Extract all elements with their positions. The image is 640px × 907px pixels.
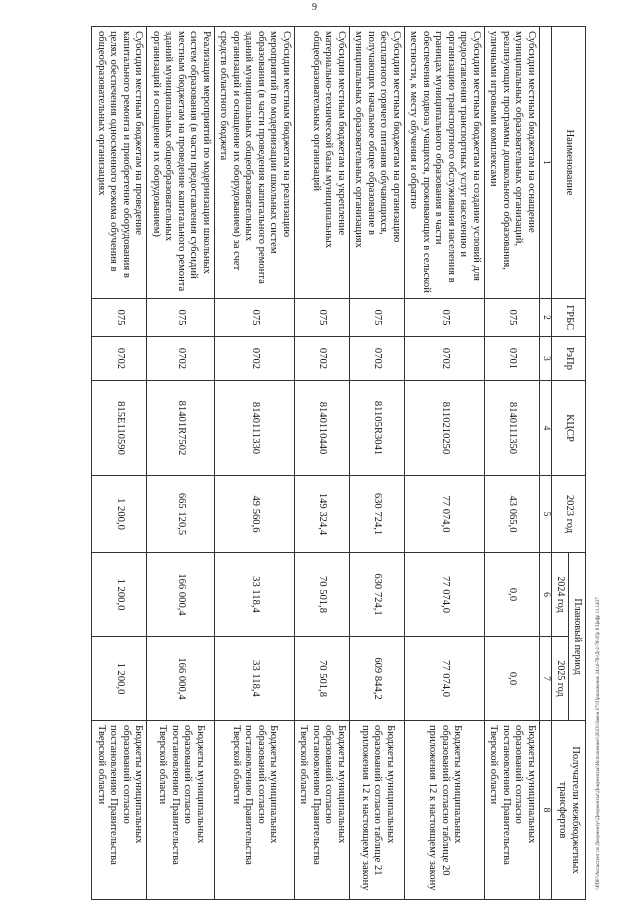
cell-rzpr: 0701	[484, 337, 539, 381]
cell-rzpr: 0702	[214, 337, 294, 381]
cell-grbs: 075	[484, 299, 539, 337]
cell-y2024: 1 200,0	[92, 553, 147, 637]
cell-name: Субсидии местным бюджетам на укрепление материально-технической базы муниципальных общеобразовательных организаций	[294, 27, 349, 299]
cell-name: Субсидии местным бюджетам на проведение капитального ремонта и приобретение оборудования в целях обеспечения односменного режима обучения в общеобразовательных организациях	[92, 27, 147, 299]
cell-grbs: 075	[349, 299, 404, 337]
cell-grbs: 075	[92, 299, 147, 337]
cell-rzpr: 0702	[147, 337, 215, 381]
cell-y2023: 49 560,6	[214, 476, 294, 553]
cell-y2025: 77 074,0	[404, 637, 484, 721]
table-row	[349, 27, 404, 900]
cell-rzpr: 0702	[294, 337, 349, 381]
cell-grbs: 075	[214, 299, 294, 337]
cell-ktsr: 81105R3041	[349, 381, 404, 476]
cell-name: Реализация мероприятий по модернизации школьных систем образования (в части предоставления субсидий местным бюджетам на проведение капитального ремонта зданий муниципальных общеобразовательных организаций и оснащение их оборудованием)	[147, 27, 215, 299]
cell-recipients: Бюджеты муниципальных образований согласно постановлению Правительства Тверской области	[147, 721, 215, 900]
table-row	[404, 27, 484, 900]
header-ktsr: КЦСР	[552, 381, 586, 476]
cell-ktsr: 8140110440	[294, 381, 349, 476]
cell-ktsr: 8140111330	[214, 381, 294, 476]
index-cell: 1	[539, 27, 551, 299]
page-number: 9	[312, 2, 317, 13]
transfers-table	[91, 26, 586, 900]
cell-y2025: 609 844,2	[349, 637, 404, 721]
cell-y2023: 1 200,0	[92, 476, 147, 553]
table-row	[214, 27, 294, 900]
cell-rzpr: 0702	[92, 337, 147, 381]
header-2023: 2023 год	[552, 476, 586, 553]
cell-name: Субсидии местным бюджетам на создание условий для предоставления транспортных услуг населению и организацию транспортного обслуживания населения в границах муниципального образования в части обеспечения подвоза учащихся, проживающих в сельской местности, к месту обучения и обратно	[404, 27, 484, 299]
cell-grbs: 075	[294, 299, 349, 337]
cell-recipients: Бюджеты муниципальных образований согласно постановлению Правительства Тверской области	[484, 721, 539, 900]
cell-recipients: Бюджеты муниципальных образований согласно постановлению Правительства Тверской области	[294, 721, 349, 900]
index-cell: 4	[539, 381, 551, 476]
cell-y2024: 166 000,4	[147, 553, 215, 637]
cell-y2023: 149 324,4	[294, 476, 349, 553]
header-2025: 2025 год	[552, 637, 569, 721]
header-grbs: ГРБС	[552, 299, 586, 337]
cell-y2025: 0,0	[484, 637, 539, 721]
cell-y2024: 77 074,0	[404, 553, 484, 637]
table-row	[92, 27, 147, 900]
cell-y2025: 1 200,0	[92, 637, 147, 721]
header-recipients: Получатели межбюджетных трансфертов	[552, 721, 586, 900]
cell-y2024: 33 118,4	[214, 553, 294, 637]
header-2024: 2024 год	[552, 553, 569, 637]
cell-recipients: Бюджеты муниципальных образований согласно таблице 20 приложения 12 к настоящему закону	[404, 721, 484, 900]
cell-name: Субсидии местным бюджетам на оснащение муниципальных образовательных организаций, реализующих программы дошкольного образования, уличными игровыми комплексами	[484, 27, 539, 299]
cell-grbs: 075	[147, 299, 215, 337]
index-cell: 8	[539, 721, 551, 900]
cell-y2023: 665 120,5	[147, 476, 215, 553]
header-name: Наименование	[552, 27, 586, 299]
table-row	[484, 27, 539, 900]
index-cell: 6	[539, 553, 551, 637]
cell-recipients: Бюджеты муниципальных образований согласно постановлению Правительства Тверской области	[92, 721, 147, 900]
cell-y2025: 166 000,4	[147, 637, 215, 721]
cell-y2025: 70 501,8	[294, 637, 349, 721]
header-plan-period: Плановый период	[569, 553, 586, 721]
cell-name: Субсидии местным бюджетам на реализацию мероприятий по модернизации школьных систем образования (в части проведения капитального ремонта зданий муниципальных общеобразовательных организаций и оснащение их оборудованием) за счет средств областного бюджета	[214, 27, 294, 299]
index-cell: 2	[539, 299, 551, 337]
cell-ktsr: 8140111350	[484, 381, 539, 476]
cell-rzpr: 0702	[349, 337, 404, 381]
cell-y2024: 70 501,8	[294, 553, 349, 637]
index-row	[539, 27, 551, 900]
cell-y2023: 43 065,0	[484, 476, 539, 553]
cell-name: Субсидии местным бюджетам на организацию бесплатного горячего питания обучающихся, получающих начальное общее образование в муниципальных образовательных организациях	[349, 27, 404, 299]
cell-ktsr: 8110210250	[404, 381, 484, 476]
cell-ktsr: 815E110590	[92, 381, 147, 476]
index-cell: 3	[539, 337, 551, 381]
cell-recipients: Бюджеты муниципальных образований согласно постановлению Правительства Тверской области	[214, 721, 294, 900]
cell-y2023: 630 724,1	[349, 476, 404, 553]
cell-y2024: 0,0	[484, 553, 539, 637]
cell-y2024: 630 724,1	[349, 553, 404, 637]
table-row	[294, 27, 349, 900]
cell-y2023: 77 074,0	[404, 476, 484, 553]
cell-y2025: 33 118,4	[214, 637, 294, 721]
cell-rzpr: 0702	[404, 337, 484, 381]
index-cell: 5	[539, 476, 551, 553]
footer-file-path: \\PDF\\Ассистент по Документу\\Документы\\Документы\\Исполнение\\2023\\Закон 07\\Приложение 24\\4-76\\Д-2-76\\Пр 8 Цифр 11.1437	[596, 597, 601, 890]
index-cell: 7	[539, 637, 551, 721]
table-row	[147, 27, 215, 900]
cell-grbs: 075	[404, 299, 484, 337]
cell-recipients: Бюджеты муниципальных образований согласно таблице 21 приложения 12 к настоящему закону	[349, 721, 404, 900]
cell-ktsr: 81401R7502	[147, 381, 215, 476]
rotated-page	[34, 26, 586, 899]
header-rzpr: РзПр	[552, 337, 586, 381]
